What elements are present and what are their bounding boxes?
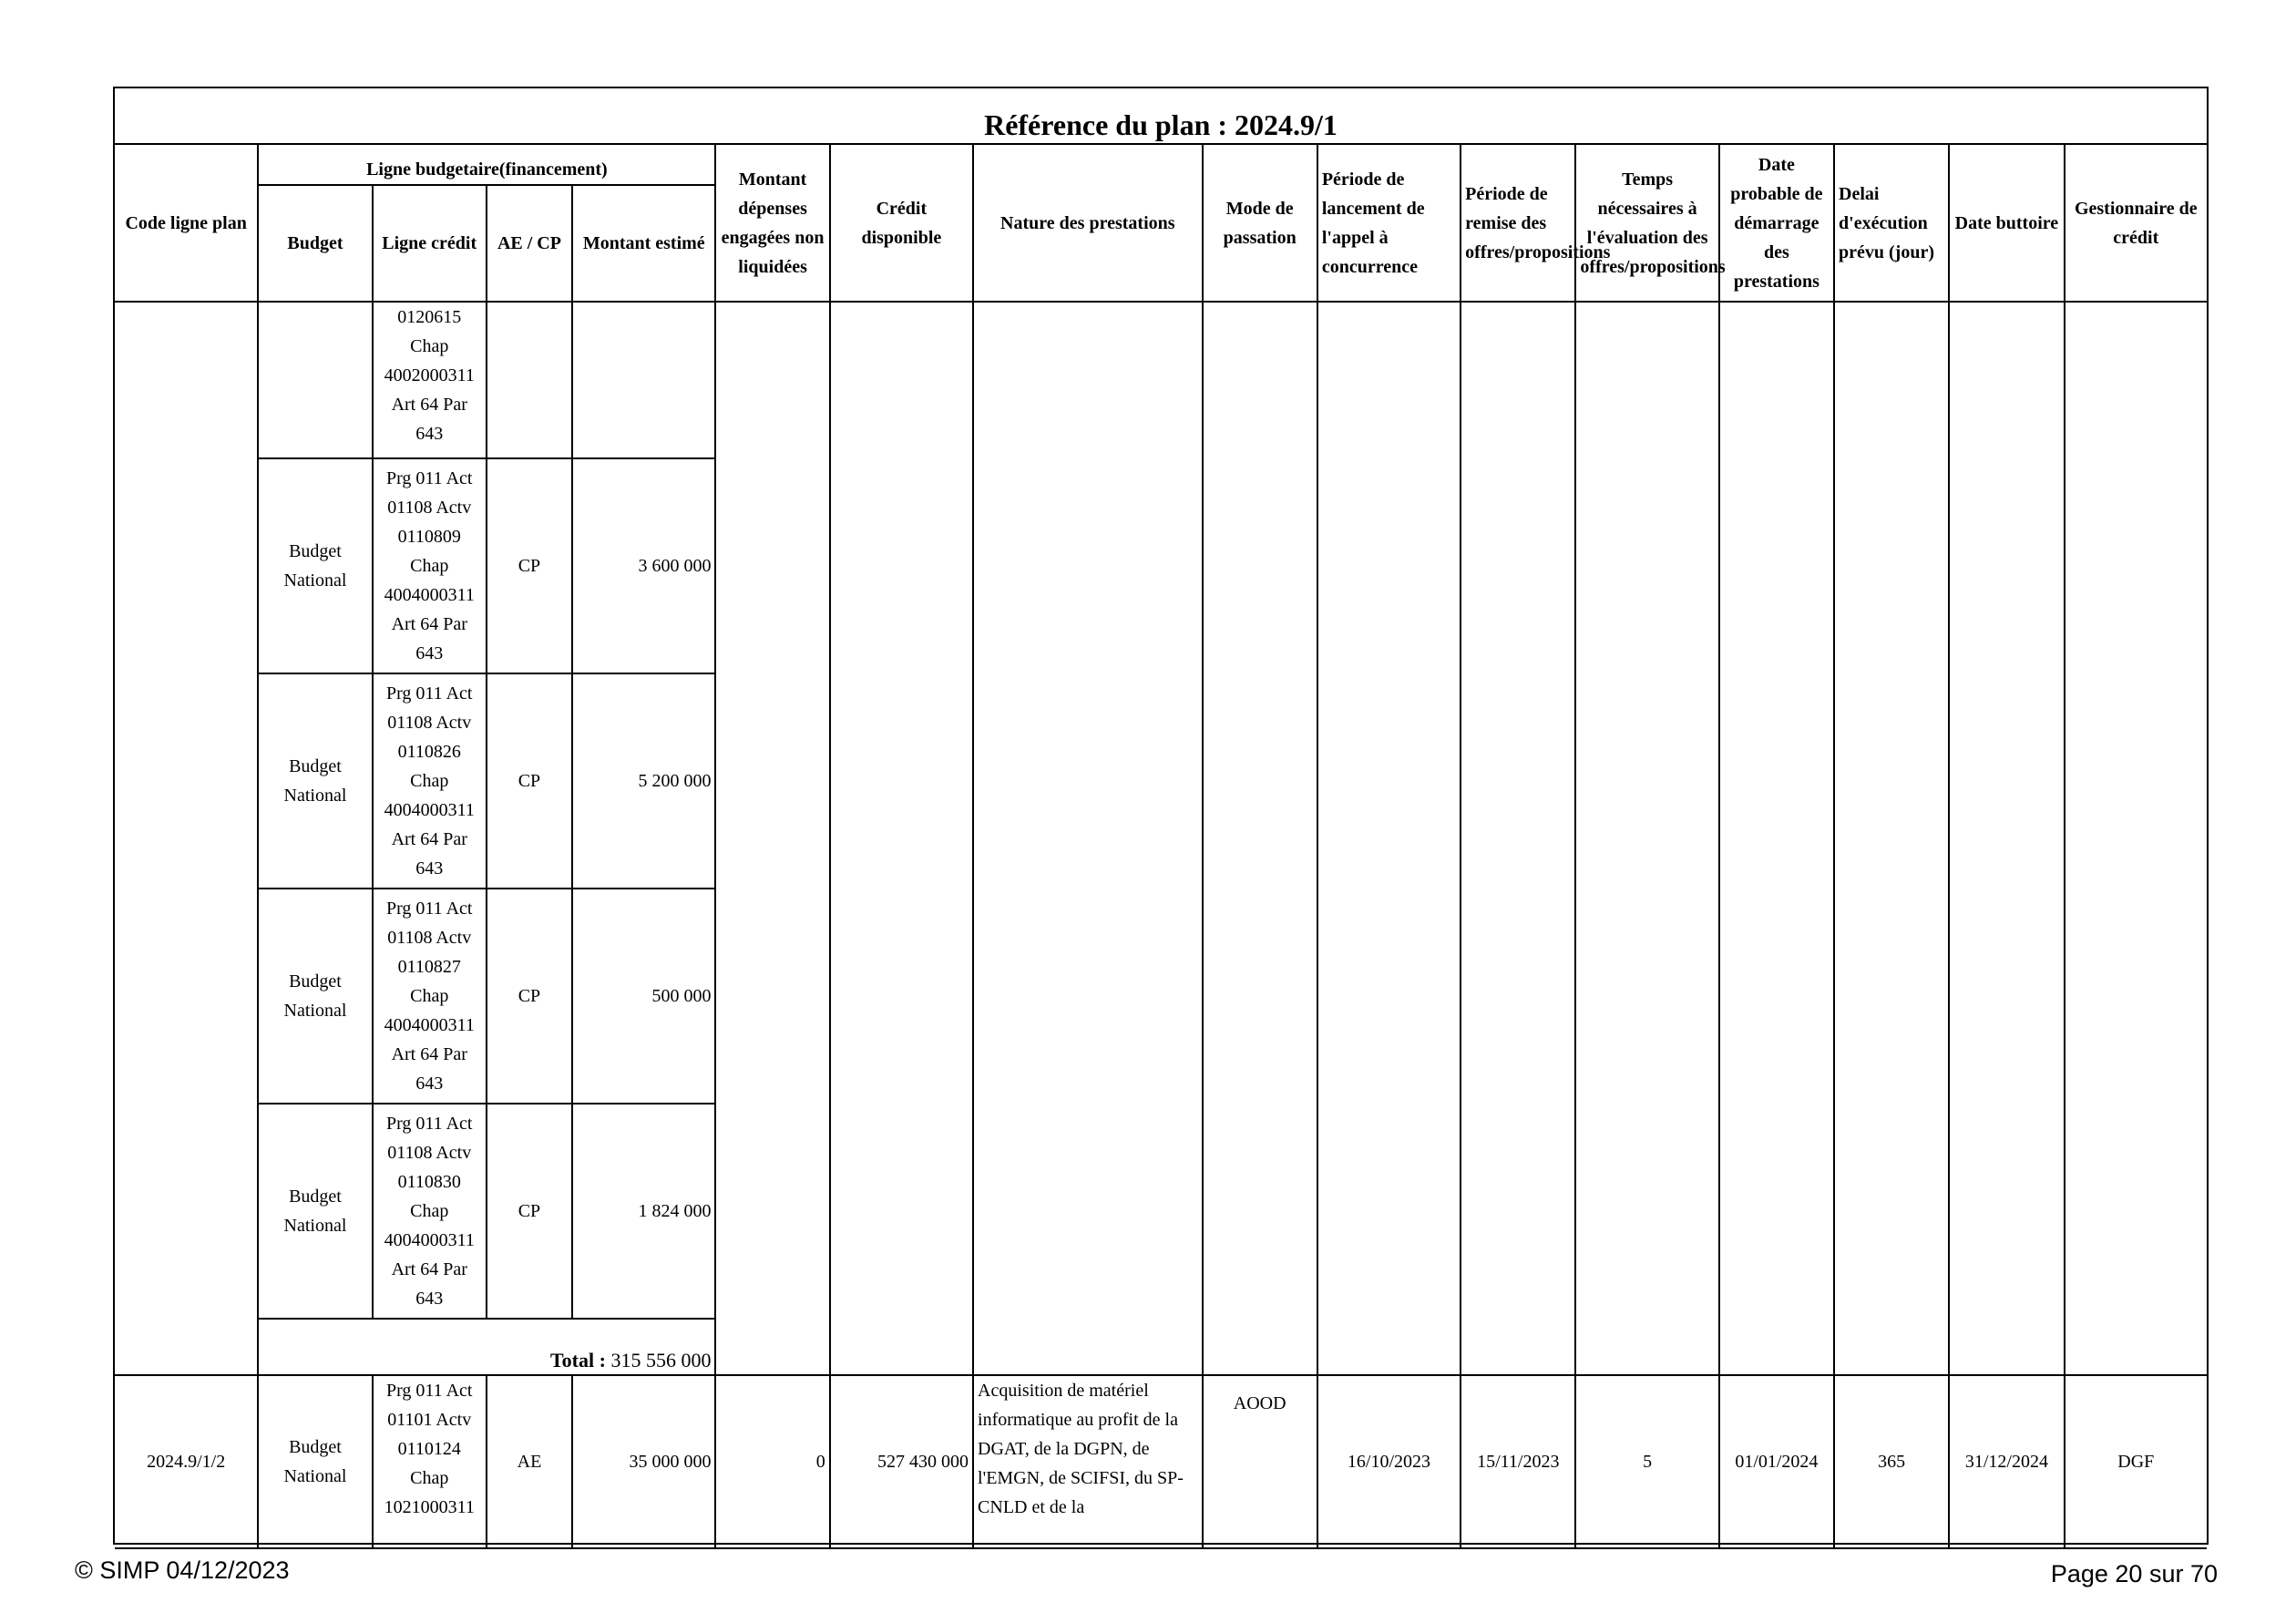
header-date-buttoire: Date buttoire (1949, 145, 2064, 302)
mode-cell-empty (1203, 302, 1317, 1375)
budget-cell: Budget National (258, 1375, 372, 1548)
montant-cell (572, 302, 715, 458)
total-cell (258, 1319, 715, 1375)
montant-cell: 5 200 000 (572, 673, 715, 889)
ae-cp-cell: CP (487, 458, 572, 673)
montant-cell: 1 824 000 (572, 1104, 715, 1319)
plan-reference-title: Référence du plan : 2024.9/1 (115, 88, 2207, 145)
budget-cell: Budget National (258, 1104, 372, 1319)
montant-cell: 3 600 000 (572, 458, 715, 673)
header-budget: Budget (258, 185, 372, 302)
periode-remise-cell: 15/11/2023 (1461, 1375, 1575, 1548)
credit-cell-empty (830, 302, 973, 1375)
code-cell-empty (115, 302, 258, 1375)
montant-cell: 500 000 (572, 889, 715, 1104)
mode-passation-cell: AOOD (1203, 1375, 1317, 1548)
temps-evaluation-cell: 5 (1575, 1375, 1718, 1548)
header-montant-estime: Montant estimé (572, 185, 715, 302)
ligne-credit-cell: Prg 011 Act 01108 Actv 0110830 Chap 4004000311 Art 64 Par 643 (373, 1104, 487, 1319)
ae-cp-cell: CP (487, 889, 572, 1104)
depenses-cell: 0 (715, 1375, 829, 1548)
ligne-credit-cell: Prg 011 Act 01101 Actv 0110124 Chap 1021000311 (373, 1375, 487, 1548)
header-montant-depenses: Montant dépenses engagées non liquidées (715, 145, 829, 302)
nature-prestations-cell: Acquisition de matériel informatique au profit de la DGAT, de la DGPN, de l'EMGN, de SCIFSI, du SP-CNLD et de la (973, 1375, 1203, 1548)
header-nature-prestations: Nature des prestations (973, 145, 1203, 302)
header-mode-passation: Mode de passation (1203, 145, 1317, 302)
header-periode-remise: Période de remise des offres/propositions (1461, 145, 1575, 302)
total-label: Total : (550, 1349, 606, 1372)
demarrage-cell-empty (1719, 302, 1834, 1375)
header-ae-cp: AE / CP (487, 185, 572, 302)
header-code-ligne-plan: Code ligne plan (115, 145, 258, 302)
header-delai-execution: Delai d'exécution prévu (jour) (1834, 145, 1949, 302)
header-gestionnaire-credit: Gestionnaire de crédit (2065, 145, 2207, 302)
budget-cell: Budget National (258, 889, 372, 1104)
header-temps-evaluation: Temps nécessaires à l'évaluation des offres/propositions (1575, 145, 1718, 302)
plan-table (115, 145, 2207, 1549)
gestionnaire-cell-empty (2065, 302, 2207, 1375)
footer-copyright: © SIMP 04/12/2023 (75, 1556, 290, 1584)
ligne-credit-cell: Prg 011 Act 01108 Actv 0110827 Chap 4004000311 Art 64 Par 643 (373, 889, 487, 1104)
ligne-credit-cell: 0120615 Chap 4002000311 Art 64 Par 643 (373, 302, 487, 458)
delai-cell-empty (1834, 302, 1949, 1375)
delai-execution-cell: 365 (1834, 1375, 1949, 1548)
temps-cell-empty (1575, 302, 1718, 1375)
header-ligne-budgetaire: Ligne budgetaire(financement) (258, 145, 715, 185)
ligne-credit-cell: Prg 011 Act 01108 Actv 0110809 Chap 4004000311 Art 64 Par 643 (373, 458, 487, 673)
header-ligne-credit: Ligne crédit (373, 185, 487, 302)
ligne-credit-cell: Prg 011 Act 01108 Actv 0110826 Chap 4004000311 Art 64 Par 643 (373, 673, 487, 889)
footer-page-number: Page 20 sur 70 (2050, 1560, 2218, 1587)
budget-cell: Budget National (258, 673, 372, 889)
header-periode-lancement: Période de lancement de l'appel à concurrence (1317, 145, 1461, 302)
date-demarrage-cell: 01/01/2024 (1719, 1375, 1834, 1548)
ae-cp-cell (487, 302, 572, 458)
gestionnaire-credit-cell: DGF (2065, 1375, 2207, 1548)
depenses-cell-empty (715, 302, 829, 1375)
ae-cp-cell: AE (487, 1375, 572, 1548)
montant-cell: 35 000 000 (572, 1375, 715, 1548)
table-row (115, 1375, 2207, 1548)
budget-cell (258, 302, 372, 458)
nature-cell-empty (973, 302, 1203, 1375)
budget-cell: Budget National (258, 458, 372, 673)
table-row (115, 302, 2207, 458)
header-credit-disponible: Crédit disponible (830, 145, 973, 302)
remise-cell-empty (1461, 302, 1575, 1375)
ae-cp-cell: CP (487, 673, 572, 889)
ae-cp-cell: CP (487, 1104, 572, 1319)
periode-lancement-cell: 16/10/2023 (1317, 1375, 1461, 1548)
total-value: 315 556 000 (610, 1349, 712, 1372)
code-ligne-plan-cell: 2024.9/1/2 (115, 1375, 258, 1548)
credit-disponible-cell: 527 430 000 (830, 1375, 973, 1548)
buttoire-cell-empty (1949, 302, 2064, 1375)
header-date-demarrage: Date probable de démarrage des prestations (1719, 145, 1834, 302)
lancement-cell-empty (1317, 302, 1461, 1375)
plan-table-frame (113, 87, 2209, 1545)
date-buttoire-cell: 31/12/2024 (1949, 1375, 2064, 1548)
